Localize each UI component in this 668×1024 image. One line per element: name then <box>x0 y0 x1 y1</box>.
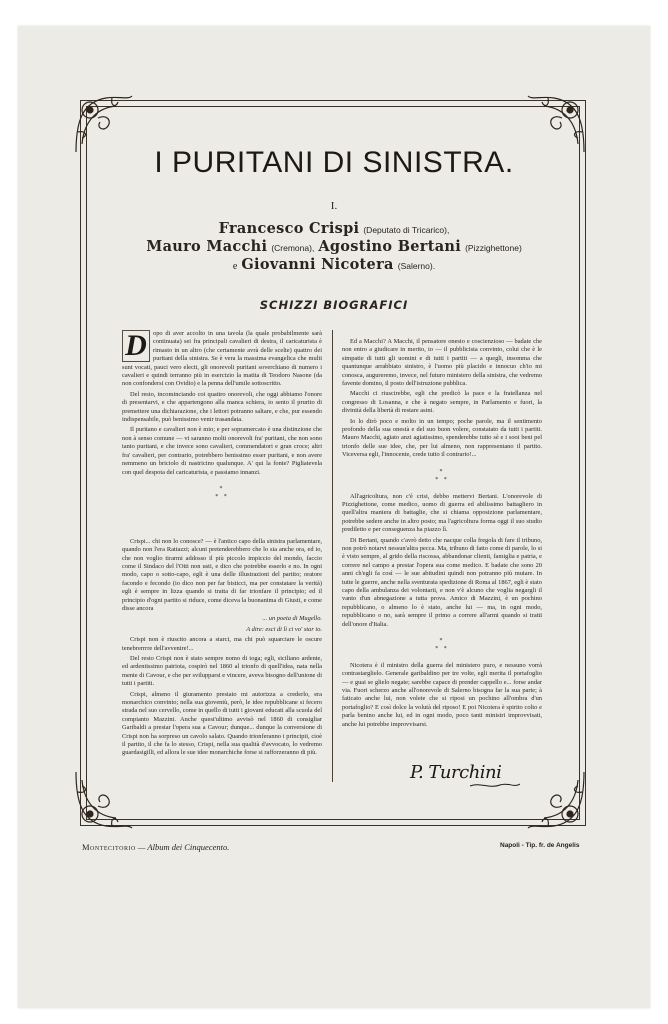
quote-line: ... un poeta di Mugello. <box>262 615 322 623</box>
spacer <box>122 510 322 538</box>
intro-text: opo di aver accolto in una tavola (la quale probabilmente sarà continuata) sei fra principali cavalieri di destra, il caricaturista è rimasto in un altro (che certamente avrà delle scelte) quattro dei puritani della sinistra. Se è vera la massima evangelica che multi sunt vocati, pauci vero electi, gli onorevoli puritani soverchiano di numero i cavalieri e quindi terranno più in esercizio la matita di Teodoro Nasone (da non confondersi con Ovidio) e la penna dell'umile sottoscritto. <box>122 330 322 388</box>
drop-cap: D <box>122 330 150 362</box>
footer-publication: Montecitorio <box>82 842 136 852</box>
right-column <box>342 338 542 738</box>
conjunction: e <box>232 261 238 272</box>
names-line-3 <box>0 256 668 274</box>
paragraph: Crispi non è riuscito ancora a starci, ma chi può squarciare le oscure tenebrerrrre dell'avvenire!... <box>122 636 322 652</box>
signature-flourish-icon <box>470 780 520 790</box>
column-divider <box>332 330 333 782</box>
left-column <box>122 330 322 782</box>
paragraph: Macchi ci riuscirebbe, egli che predicò la pace e la fratellanza nel congresso di Losanna, e che à negato sempre, in Parlamento e fuori, la divinità della libertà di restare asini. <box>342 390 542 415</box>
name-macchi: Mauro Macchi <box>146 238 268 255</box>
section-separator-icon: * * * <box>435 638 449 653</box>
note-macchi: (Cremona), <box>271 243 315 253</box>
footer-album: — Album dei Cinquecento. <box>135 842 230 852</box>
section-separator-icon: * * * <box>435 468 449 484</box>
paragraph: Di Bertani, quando c'avrò detto che nacque colla fregola di fare il tribuno, non potrò notarvi nessun'altra pecca. Ma, tribuno di fatto come di parole, lo si è visto sempre, al grido della riscossa, abbandonar clienti, famiglia e patria, e correre nel campo a prestar l'opera sua come medico. E badate che sono 20 anni ch'egli fa così — le sue abitudini quindi non potranno più mutare. In tutte le guerre, anche nella sventurata spedizione di Roma al 1867, egli è stato capo della ambulanza dei volontarii, e non v'è alcuno che voglia negargli il vanto d'un abnegazione a tutta prova. Amico di Mazzini, è un pochino repubblicano, o almeno lo è stato, anche lui — ma, in ogni modo, repubblicano o no, sarà sempre il primo a correre all'armi quando si tratti dell'onore d'Italia. <box>342 536 542 628</box>
paragraph: Io lo dirò poco e molto in un tempo; poche parole, ma il sentimento profondo della sua onestà e del suo buon volere, constatato da tutti i partiti. Mauro Macchi, agiato anzi agiatissimo, spenderebbe tutto sè e i sooi beni pel trionfo delle sue idee, che, per lui almeno, non rappresentano il partito. Viceversa egli, l'innocente, crede tutto il contrario!... <box>342 417 542 459</box>
note-crispi: (Deputato di Tricarico), <box>363 225 450 235</box>
paragraph: Crispi, almeno il giuramento prestato mi autorizza a crederlo, era monarchico convinto; nella sua gioventù, però, le idee repubblicane si fecero strada nel suo cervello, come in quello di tutti i giovani educati alla scuola del compianto Mazzini. Anche quest'ultimo avvisò nel 1860 di consigliar Garibaldi a prestar l'opera sua a Cavour; dunque... dunque la conversione di Crispi non ha sorpreso un cavolo salato. Quando trionferanno i principii, cioè il partito, il che fa lo stesso, Crispi, nella sua qualità d'avvocato, lo vedremo guardasigilli, ed allora le sue idee monarchiche forse si rafforzeranno di più. <box>122 690 322 757</box>
name-bertani: Agostino Bertani <box>318 238 462 255</box>
paragraph: Nicotera è il ministro della guerra del ministero puro, e nessuno vorrà contrastarglielo. Generale garibaldino per tre volte, egli merita il portafoglio — e guai se glielo negate; sarebbe capace di prender cappello e... forse andar via. Fuori scherzo anche all'onorevole di Salerno bisogna far la sua parte; à faticato anche lui, non volete che si riposi un pochino all'ombra d'un portafoglio? E così dolce la volutà del riposo! E poi Nicotera è spirito colto e parla benino anche lui, ed in ogni modo, poco tanti ministri improvvisati, anche lui potrebbe improvvisarsi. <box>342 661 542 728</box>
paragraph: Ed a Macchi? A Macchi, il pensatore onesto e coscienzioso — badate che non entro a giudicare in merito, io — il pubblicista convinto, colui che è le simpatie di tutti gli uomini e di tutti i partiti — a quegli, insomma che quantunque arrabbiato sinistro, è l'uomo più placido e innocuo ch'io mi conosca, augureremo, invece, nel futuro ministero della sinistra, che vedremo favente domino, il posto dell'istruzione pubblica. <box>342 338 542 388</box>
section-separator-icon <box>342 737 542 738</box>
names-line-2 <box>0 238 668 256</box>
section-separator-icon: * * * <box>215 485 229 501</box>
name-nicotera: Giovanni Nicotera <box>241 256 394 273</box>
paragraph: All'agricoltura, non c'è crisi, debbo mettervi Bertani. L'onorevole di Pizzighettone, come medico, uomo di guerra ed abilissimo battagliero in quell'altra maniera di battaglie, che si chiama opposizione parlamentare, potrebbe sedere anche in altro posto; ma l'agricoltura forma oggi il suo studio prediletto e per conseguenza ha piazzo lì. <box>342 492 542 534</box>
names-line-1 <box>0 220 668 238</box>
quote-line: A dire: esci di lì ci vo' star io. <box>246 625 322 633</box>
subtitle: SCHIZZI BIOGRAFICI <box>259 298 409 312</box>
section-numeral: I. <box>330 200 338 212</box>
signature: P. Turchini <box>410 762 502 783</box>
note-bertani: (Pizzighettone) <box>465 243 522 253</box>
paragraph <box>122 330 322 389</box>
paragraph: Il puritano e cavalieri non è mio; e per sopramercato è una distinzione che non à senso comune — vi saranno molti onorevoli fra' puritani, che non sono tanto puritani, e che invece sono cavalieri, commendatori e gran croce; altri fra' cavalieri, per contrario, potrebbero benissimo esser puritani, e non avere nemmeno un briciolo di nastricino qualunque. A' qui la fonte? Pigliatevela con quel despota del caricaturista, e passiamo innanzi. <box>122 426 322 476</box>
footer-printer: Napoli - Tip. fr. de Angelis <box>500 842 580 849</box>
paragraph: Del resto, incominciando coi quattro onorevoli, che oggi abbiamo l'onore di presentarvi, e che appartengono alla manca schiera, io sento il prurito di premettere una dichiarazione, che i lettori potranno saltare, e che, pur essendo indispensabile, può benissimo venir trasandata. <box>122 390 322 424</box>
note-nicotera: (Salerno). <box>397 261 436 271</box>
page-title: I PURITANI DI SINISTRA. <box>154 146 514 179</box>
ornament-corner-icon <box>524 768 588 832</box>
footer-left <box>82 842 229 852</box>
paragraph: Del resto Crispi non è stato sempre nomo di toga; egli, siciliano ardente, ed ardentissimo patriota, cospirò nel 1860 al trionfo di quell'idea, nata nella mente di Cavour, e che per svilupparsi e vincere, aveva bisogno dell'unione di tutti i partiti. <box>122 655 322 688</box>
paragraph: Crispi... chi non lo conosce? — è l'antico capo della sinistra parlamentare, quando non l'era Rattazzi; alcuni pretenderebbero che lo sia anche ora, ed io, che non voglio tirarmi addosso il più piccolo impiccio del mondo, faccio come il Sindaco del l'Otti non usti, e dico che potrebbe esserlo e no. In ogni modo, capo o sotto-capo, egli è una delle illustrazioni del partito; oratore facondo e fecondo (io dico non per far bisticci, ma per constatare la verità) egli è sempre in lizza quando si tratta di far trionfare il principio; ed il principio d'ogni partito si riduce, come diceva la buonanima di Giusti, e come disse ancora <box>122 537 322 612</box>
name-crispi: Francesco Crispi <box>218 220 360 237</box>
